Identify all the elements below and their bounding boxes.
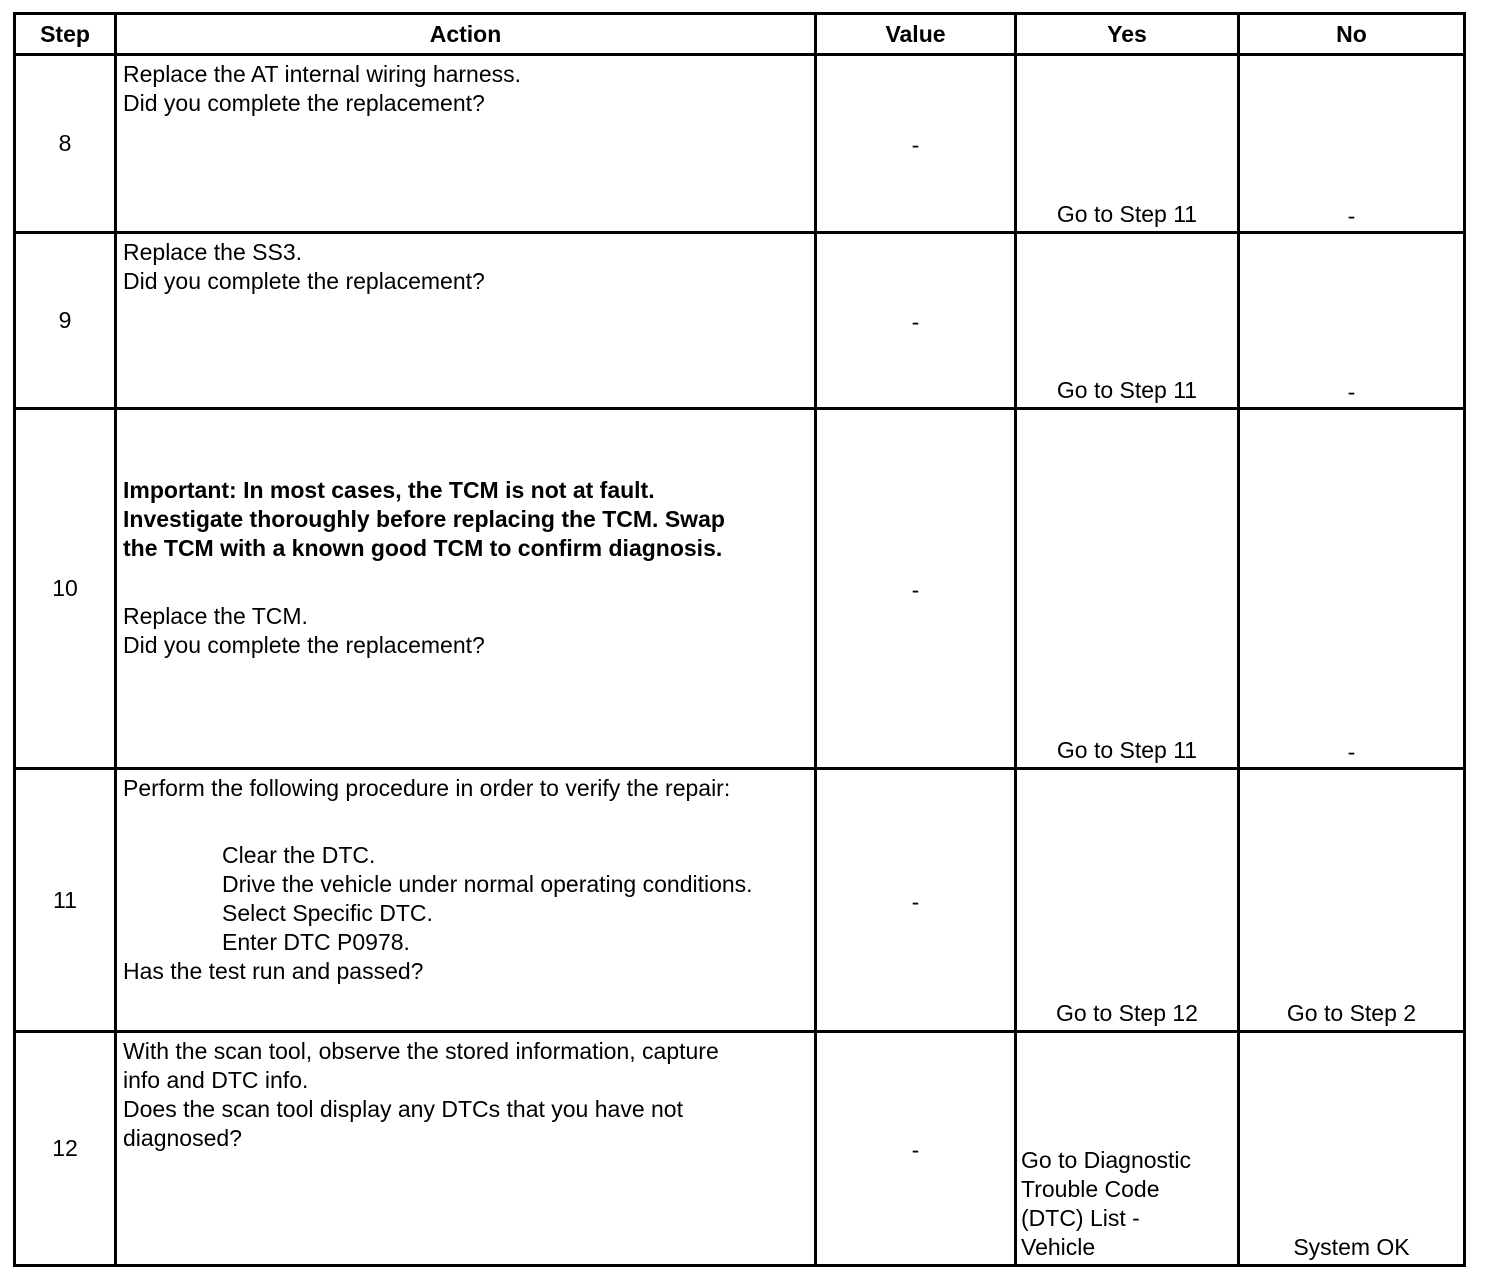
- yes-cell: Go to Step 12: [1016, 769, 1239, 1032]
- important-note-line: Investigate thoroughly before replacing the TCM. Swap: [123, 506, 725, 532]
- action-text: Perform the following procedure in order to verify the repair:: [123, 775, 731, 801]
- step-number: 9: [15, 233, 116, 409]
- action-text: info and DTC info.: [123, 1067, 309, 1093]
- no-cell: [1239, 409, 1465, 769]
- header-value: Value: [816, 14, 1016, 55]
- table-row: [15, 1032, 1465, 1266]
- procedure-step: Drive the vehicle under normal operating conditions.: [222, 871, 753, 897]
- diagnostic-table: [13, 12, 1466, 1267]
- value-text: -: [911, 132, 920, 158]
- step-number: 10: [15, 409, 116, 769]
- important-note-line: Important: In most cases, the TCM is not at fault.: [123, 477, 655, 503]
- no-cell: System OK: [1239, 1032, 1465, 1266]
- action-cell: [116, 1032, 816, 1266]
- no-text: -: [1347, 379, 1356, 405]
- action-text: Replace the SS3.: [123, 239, 303, 265]
- yes-cell: Go to Step 11: [1016, 55, 1239, 233]
- value-cell: [816, 55, 1016, 233]
- value-cell: [816, 1032, 1016, 1266]
- action-cell: [116, 769, 816, 1032]
- action-text: Replace the TCM.: [123, 603, 308, 629]
- header-yes: Yes: [1016, 14, 1239, 55]
- table-row: [15, 769, 1465, 1032]
- no-text: -: [1347, 203, 1356, 229]
- value-text: -: [911, 309, 920, 335]
- action-question: Did you complete the replacement?: [123, 632, 485, 658]
- value-text: -: [911, 888, 920, 915]
- procedure-step: Enter DTC P0978.: [222, 929, 410, 955]
- header-no: No: [1239, 14, 1465, 55]
- yes-text-line: Vehicle: [1021, 1234, 1096, 1260]
- value-cell: [816, 769, 1016, 1032]
- yes-text-line: (DTC) List -: [1021, 1205, 1140, 1231]
- step-number: 12: [15, 1032, 116, 1266]
- action-cell: [116, 55, 816, 233]
- table-row: [15, 409, 1465, 769]
- table-header-row: [15, 14, 1465, 55]
- no-cell: Go to Step 2: [1239, 769, 1465, 1032]
- yes-cell: Go to Step 11: [1016, 233, 1239, 409]
- procedure-step: Clear the DTC.: [222, 842, 376, 868]
- action-cell: [116, 409, 816, 769]
- step-number: 11: [15, 769, 116, 1032]
- value-text: -: [911, 577, 920, 603]
- action-question: diagnosed?: [123, 1125, 242, 1151]
- action-text: With the scan tool, observe the stored information, capture: [123, 1038, 719, 1064]
- no-cell: [1239, 233, 1465, 409]
- value-cell: [816, 233, 1016, 409]
- action-question: Does the scan tool display any DTCs that you have not: [123, 1096, 683, 1122]
- yes-cell: Go to Step 11: [1016, 409, 1239, 769]
- yes-text-line: Go to Diagnostic: [1021, 1147, 1192, 1173]
- action-text: Replace the AT internal wiring harness.: [123, 61, 522, 87]
- no-cell: [1239, 55, 1465, 233]
- action-question: Did you complete the replacement?: [123, 268, 485, 294]
- no-text: -: [1347, 739, 1356, 765]
- table-row: [15, 55, 1465, 233]
- yes-text-line: Trouble Code: [1021, 1176, 1160, 1202]
- action-cell: [116, 233, 816, 409]
- header-step: Step: [15, 14, 116, 55]
- step-number: 8: [15, 55, 116, 233]
- yes-cell: [1016, 1032, 1239, 1266]
- procedure-step: Select Specific DTC.: [222, 900, 433, 926]
- action-question: Has the test run and passed?: [123, 958, 424, 984]
- action-question: Did you complete the replacement?: [123, 90, 485, 116]
- value-cell: [816, 409, 1016, 769]
- value-text: -: [911, 1137, 920, 1163]
- header-action: Action: [116, 14, 816, 55]
- important-note-line: the TCM with a known good TCM to confirm diagnosis.: [123, 535, 723, 561]
- table-row: [15, 233, 1465, 409]
